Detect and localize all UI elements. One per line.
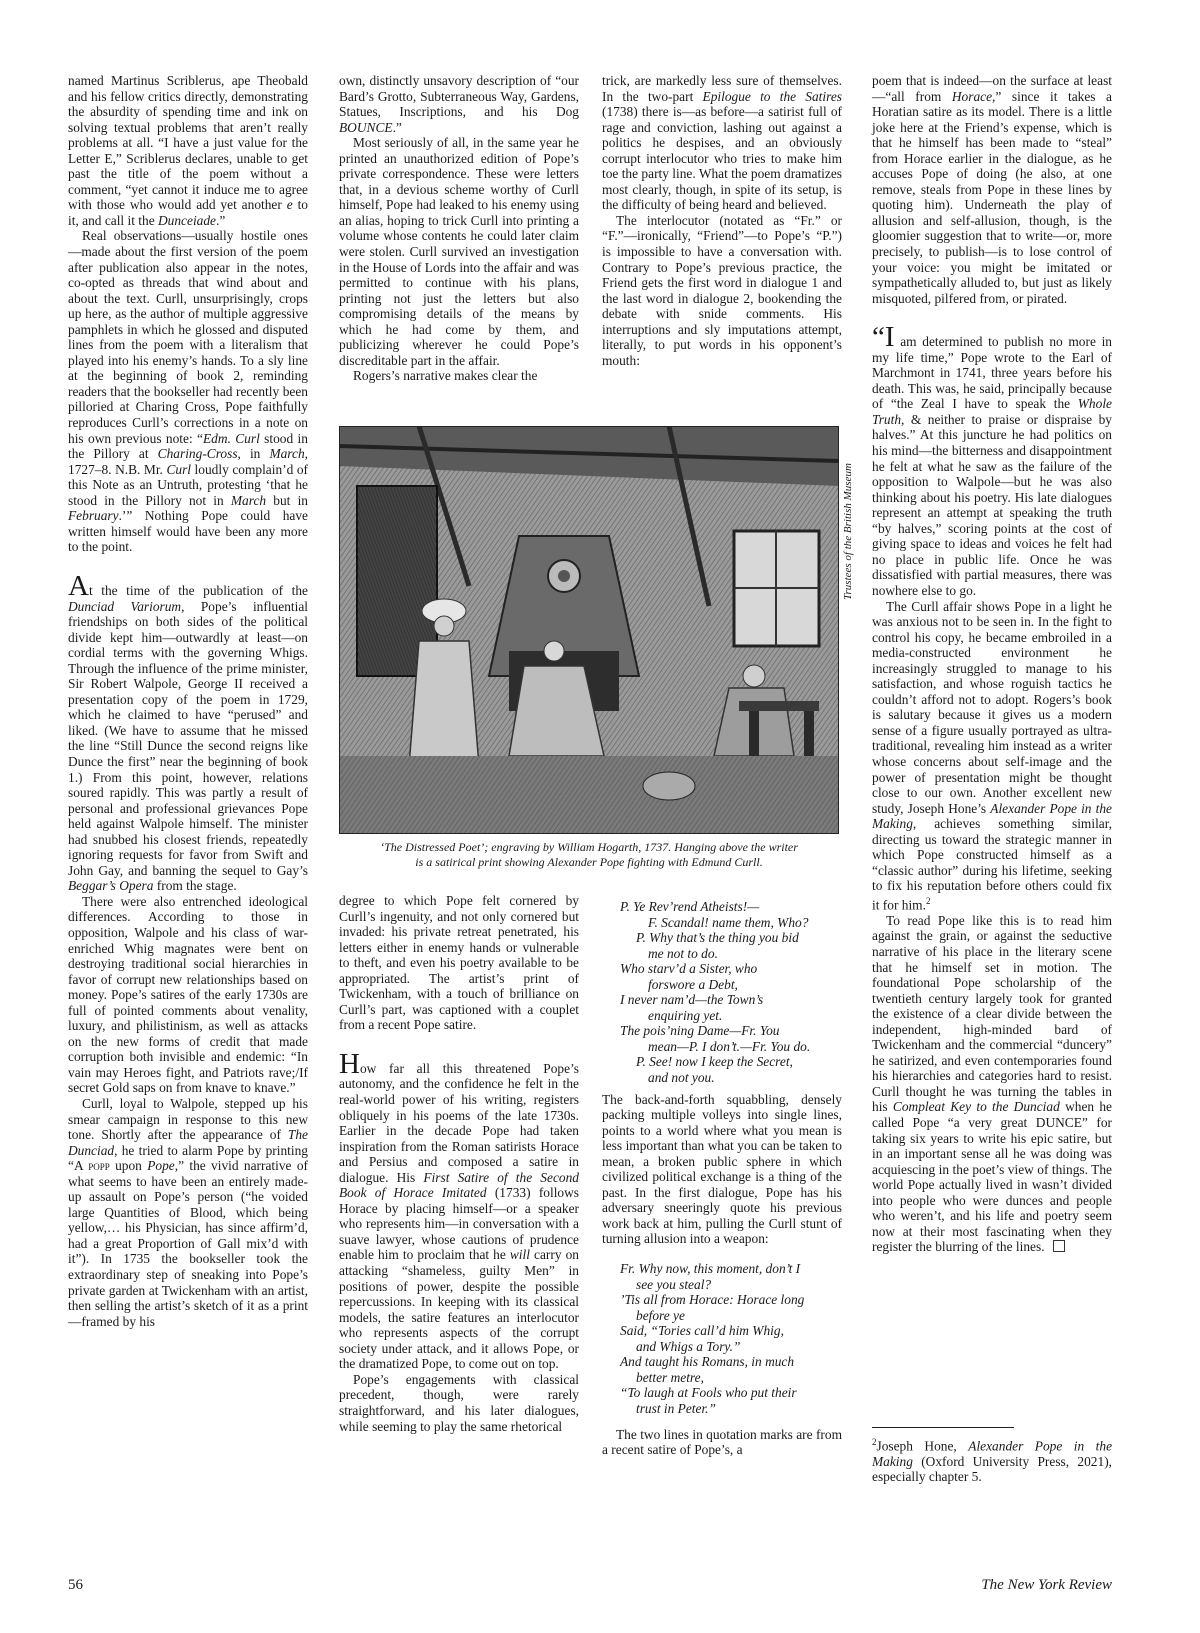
hogarth-engraving-image bbox=[339, 426, 839, 834]
article-column-4 bbox=[872, 73, 1112, 1255]
paragraph-section-start: How far all this threatened Pope’s autonomy, and the confidence he felt in the real-world power of his writing, registers obliquely in his poems of the late 1730s. Earlier in the decade Pope had taken inspiration from the Roman satirists Horace and Persius and composed a satire in dialogue. His First Satire of the Second Book of Horace Imitated (1733) follows Horace by placing himself—or a speaker who represents him—in conversation with a suave lawyer, whose cautions of prudence enable him to proclaim that he will carry on attacking “shameless, guilty Men” in positions of power, despite the possible repercussions. In keeping with its classical models, the satire features an interlocutor who represents aspects of the corrupt society under attack, and it allows Pope, or the dramatized Pope, to come out on top. bbox=[339, 1047, 579, 1372]
paragraph: degree to which Pope felt cornered by Curll’s ingenuity, and not only cornered but invaded: his private retreat penetrated, his letters either in enemy hands or vulnerable to theft, and even his poetry available to be appropriated. The artist’s print of Twickenham, with a touch of brilliance on Curll’s part, was captioned with a couplet from a recent Pope satire. bbox=[339, 893, 579, 1033]
paragraph: Curll, loyal to Walpole, stepped up his smear campaign in response to this new tone. Shortly after the appearance of The Dunciad, he tried to alarm Pope by printing “A popp upon Pope,” the vivid narrative of what seems to have been an entirely made-up assault on Pope’s person (“he voided large Quantities of Blood, which being yellow,… his Physician, has since affirm’d, had a great Proportion of Gall mix’d with it”). In 1735 the bookseller took the extraordinary step of sneaking into Pope’s private garden at Twickenham with an artist, then selling the artist’s sketch of it as a print—framed by his bbox=[68, 1096, 308, 1329]
paragraph: The Curll affair shows Pope in a light he was anxious not to be seen in. In the fight to control his copy, he became embroiled in a media-constructed environment he increasingly struggled to manage to his satisfaction, and whose roguish tactics he couldn’t afford not to adopt. Rogers’s book is salutary because it gives us a modern sense of a figure usually portrayed as ultra-traditional, revealing him instead as a writer whose concerns about self-image and the power of presentation might be thought close to our own. Another excellent new study, Joseph Hone’s Alexander Pope in the Making, achieves something similar, directing us toward the strategic manner in which Pope constructed himself as a “classic author” during his lifetime, seeking to fix his reputation before others could fix it for him.$^2$ bbox=[872, 598, 1112, 913]
footnote: $^2$Joseph Hone, Alexander Pope in the Making (Oxford University Press, 2021), especially chapter 5. bbox=[872, 1437, 1113, 1485]
verse-quotation-2: Fr. Why now, this moment, don’t I see you steal? ’Tis all from Horace: Horace long before ye Said, “Tories call’d him Whig, and Whigs a Tory.” And taught his Romans, in much better metre, “To laugh at Fools who put their trust in Peter.” bbox=[620, 1261, 805, 1416]
paragraph: The back-and-forth squabbling, densely packing multiple volleys into single lines, points to a world where what you mean is less important than what you can be taken to mean, a broken public sphere in which civilized political exchange is a thing of the past. In the first dialogue, Pope has his adversary sneeringly quote his previous work back at him, pulling the Curll stunt of turning allusion into a weapon: bbox=[602, 1091, 842, 1247]
article-column-2-bottom bbox=[339, 893, 579, 1434]
article-column-3-bottom bbox=[602, 893, 842, 1458]
article-column-3-top bbox=[602, 73, 842, 368]
paragraph: own, distinctly unsavory description of “our Bard’s Grotto, Subterraneous Way, Gardens, Statues, Inscriptions, and his Dog BOUNCE.” bbox=[339, 73, 579, 135]
paragraph-section-start: At the time of the publication of the Dunciad Variorum, Pope’s influential friendships on both sides of the political divide kept him—outwardly at least—on cordial terms with the governing Whigs. Through the influence of the prime minister, Sir Robert Walpole, George II received a presentation copy of the poem in 1729, which he claimed to have “perused” and liked. (We have to assume that he missed the line “Still Dunce the second reigns like Dunce the first” near the beginning of book 1.) From this point, however, relations soured rapidly. This was partly a result of personal and professional grievances Pope held against Walpole himself. The minister had snubbed his closest friends, repeatedly ignoring requests for favor from Swift and John Gay, and banning the sequel to Gay’s Beggar’s Opera from the stage. bbox=[68, 569, 308, 894]
photo-credit: Trustees of the British Museum bbox=[842, 463, 854, 600]
figure-caption: ‘The Distressed Poet’; engraving by William Hogarth, 1737. Hanging above the writer is a satirical print showing Alexander Pope fighting with Edmund Curll. bbox=[380, 840, 798, 869]
publication-name: The New York Review bbox=[981, 1577, 1112, 1593]
footnote-rule bbox=[872, 1427, 1014, 1428]
paragraph: Rogers’s narrative makes clear the bbox=[353, 368, 538, 384]
paragraph-section-start: “I am determined to publish no more in my life time,” Pope wrote to the Earl of Marchmont in 1741, three years before his death. This was, he said, principally because of “the Zeal I have to speak the Whole Truth, & neither to praise or dispraise by halves.” At this juncture he had politics on his mind—the bitterness and disappointment he felt at what he saw as the failure of the opposition to Walpole—but he was also thinking about his poetry. His late dialogues represent an attempt at speaking the truth “by halves,” scoring points at the cost of giving space to ideas and voices he felt had no place in public life. Once he was dissatisfied with partial measures, there was nowhere else to go. bbox=[872, 321, 1112, 598]
drop-cap: A bbox=[68, 569, 89, 602]
article-column-2-top bbox=[339, 73, 579, 384]
end-mark-icon bbox=[1053, 1240, 1065, 1252]
paragraph: Pope’s engagements with classical precedent, though, were rarely straightforward, and his later dialogues, while seeming to play the same rhetorical bbox=[339, 1371, 579, 1434]
engraving-illustration bbox=[339, 426, 839, 834]
paragraph: Most seriously of all, in the same year he printed an unauthorized edition of Pope’s private correspondence. These were letters that, in a devious scheme worthy of Curll himself, Pope had leaked to his enemy using an alias, hoping to trick Curll into printing a volume whose contents he could later claim were stolen. Curll survived an investigation in the House of Lords into the affair and was permitted to continue with his plans, printing not just the letters but also compromising details of the means by which he had come by them, and publicizing wherever he could Pope’s discreditable part in the affair. bbox=[339, 135, 579, 368]
paragraph: Real observations—usually hostile ones—made about the first version of the poem after publication also appear in the notes, co-opted as threads that wind about and about the text. Curll, unsurprisingly, crops up here, as the author of multiple aggressive pamphlets in which he glossed and disputed lines from the poem with a literalism that played into his enemy’s hands. To a sly line at the beginning of book 2, reminding readers that the bookseller had recently been pilloried at Charing Cross, Pope faithfully reproduces Curll’s corrections in a note on his own previous note: “Edm. Curl stood in the Pillory at Charing-Cross, in March, 1727–8. N.B. Mr. Curl loudly complain’d of this Note as an Untruth, protesting ‘that he stood in the Pillory not in March but in February.’” Nothing Pope could have written himself would have been any more to the point. bbox=[68, 228, 308, 555]
paragraph: named Martinus Scriblerus, ape Theobald and his fellow critics directly, demonstrating the absurdity of spending time and ink on solving textual problems that aren’t really problems at all. “I have a just value for the Letter E,” Scriblerus declares, unable to get past the title of the poem without a comment, “yet cannot it induce me to agree with those who would add yet another e to it, and call it the Dunceiade.” bbox=[68, 73, 308, 228]
drop-cap: H bbox=[339, 1047, 360, 1080]
paragraph: The two lines in quotation marks are from a recent satire of Pope’s, a bbox=[602, 1426, 842, 1458]
paragraph: trick, are markedly less sure of themselves. In the two-part Epilogue to the Satires (1738) there is—as before—a satirist full of rage and conviction, lashing out against a politics he despises, and an obviously corrupt interlocutor who tries to make him toe the party line. What the poem dramatizes most clearly, though, in spite of its setup, is the difficulty of being heard and believed. bbox=[602, 73, 842, 213]
drop-cap: I bbox=[884, 321, 895, 354]
paragraph: poem that is indeed—on the surface at least—“all from Horace,” since it takes a Horatian satire as its model. There is a little joke here at the Friend’s expense, which is that he himself has been made to “steal” from Horace earlier in the dialogue, as he accuses Pope of doing (he also, at one remove, steals from Pope in these lines by quoting him). Underneath the play of allusion and self-allusion, though, is the gloomier suggestion that to write—or, more precisely, to publish—is to lose control of your voice: you might be imitated or sympathetically alluded to, but just as likely misquoted, pilfered from, or pirated. bbox=[872, 73, 1112, 306]
article-column-1 bbox=[68, 73, 308, 1329]
page-number: 56 bbox=[68, 1577, 83, 1593]
paragraph: To read Pope like this is to read him against the grain, or against the seductive narrative of his place in the literary scene that he himself set in motion. The foundational Pope scholarship of the twentieth century largely took for granted the existence of a clear divide between the independent, high-minded bard of Twickenham and the commercial “duncery” he satirized, and even contemporaries found his hierarchies and categories hard to resist. Curll thought he was turning the tables in his Compleat Key to the Dunciad when he called Pope “a very great DUNCE” for taking six years to write his epic satire, but in an important sense all he was doing was acquiescing in the poet’s view of things. The world Pope actually lived in wasn’t divided into people who were dunces and people who weren’t, and his life and poetry seem now at their most fascinating when they register the blurring of the lines. bbox=[872, 912, 1112, 1255]
paragraph: There were also entrenched ideological differences. According to those in opposition, Walpole and his class of war-enriched Whig magnates were bent on destroying traditional social hierarchies in favor of corrupt new relationships based on money. Pope’s satires of the early 1730s are full of pointed comments about venality, luxury, and philistinism, as well as attacks on the new forms of credit that made corruption both invisible and endemic: “In vain may Heroes fight, and Patriots rave;/If secret Gold saps on from knave to knave.” bbox=[68, 893, 308, 1096]
paragraph: The interlocutor (notated as “Fr.” or “F.”—ironically, “Friend”—to Pope’s “P.”) is impossible to have a conversation with. Contrary to Pope’s previous practice, the Friend gets the first word in dialogue 1 and the last word in dialogue 2, bookending the debate with snide comments. His interruptions and sly imputations attempt, literally, to put words in his opponent’s mouth: bbox=[602, 212, 842, 368]
verse-quotation-1: P. Ye Rev’rend Atheists!— F. Scandal! name them, Who? P. Why that’s the thing you bid me not to do. Who starv’d a Sister, who forswore a Debt, I never nam’d—the Town’s enquiring yet. The pois’ning Dame—Fr. You mean—P. I don’t.—Fr. You do. P. See! now I keep the Secret, and not you. bbox=[620, 899, 811, 1086]
